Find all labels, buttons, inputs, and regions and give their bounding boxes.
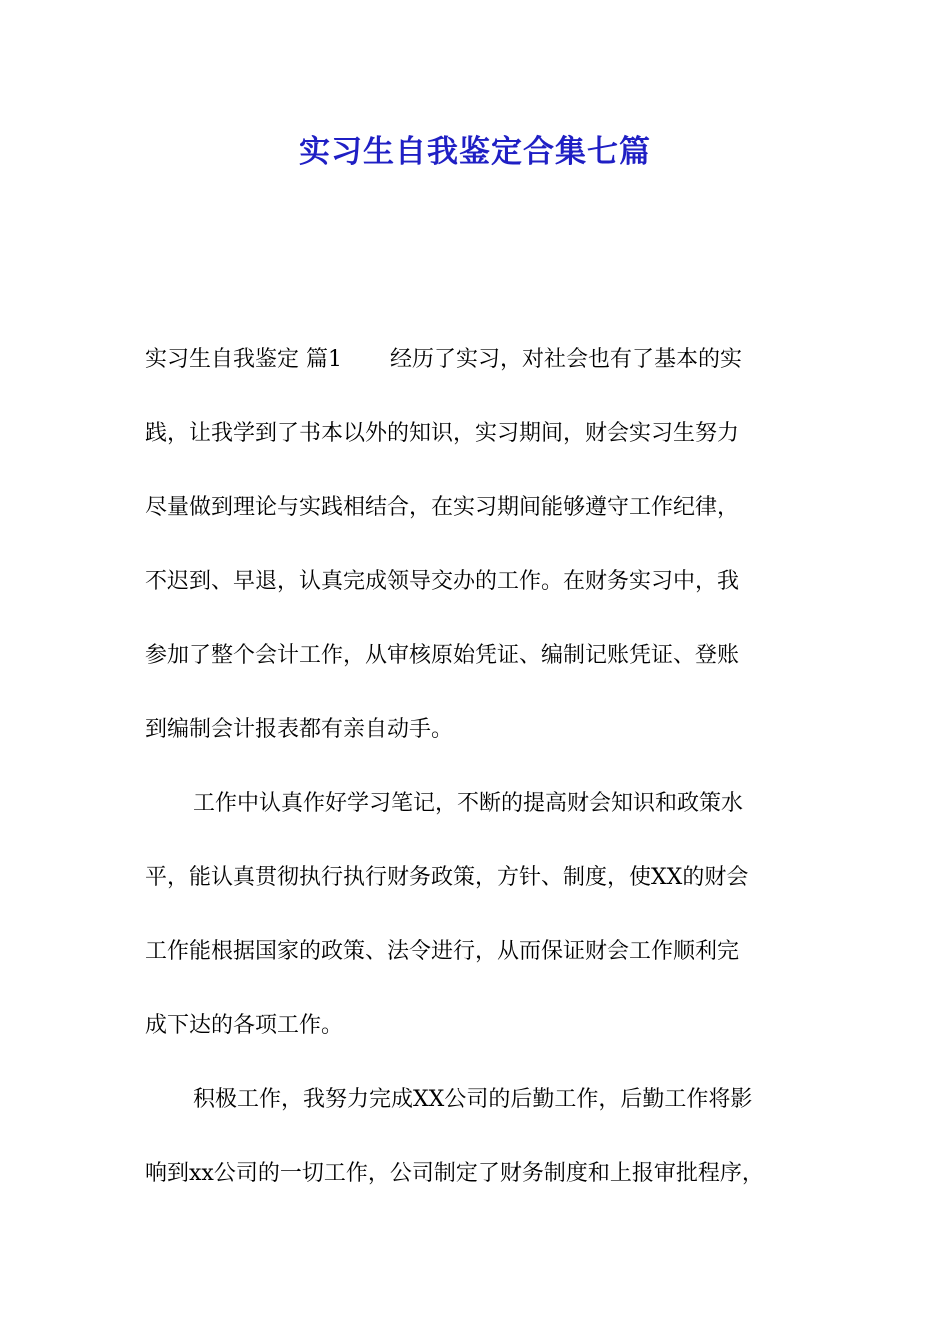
text-line	[145, 854, 810, 928]
text-segment: 参加了整个会计工作，从审核原始凭证、编制记账凭证、登账	[145, 643, 740, 668]
text-line	[145, 928, 810, 1002]
text-line	[145, 558, 810, 632]
text-segment: 工作能根据国家的政策、法令进行，从而保证财会工作顺利完	[145, 939, 740, 964]
text-segment: 实习生自我鉴定 篇1	[145, 347, 342, 372]
text-line	[145, 336, 810, 410]
text-segment: 工作中认真作好学习笔记，不断的提高财会知识和政策水	[193, 791, 744, 816]
text-segment: 尽量做到理论与实践相结合，在实习期间能够遵守工作纪律，	[145, 495, 740, 520]
text-line	[145, 1150, 810, 1224]
text-line	[145, 1002, 810, 1076]
text-line	[145, 706, 810, 780]
text-segment: 到编制会计报表都有亲自动手。	[145, 717, 454, 742]
document-body	[145, 336, 810, 1224]
text-line	[145, 410, 810, 484]
text-segment: 积极工作，我努力完成XX公司的后勤工作，后勤工作将影	[193, 1087, 753, 1112]
text-line	[145, 1076, 810, 1150]
text-segment: 响到xx公司的一切工作，公司制定了财务制度和上报审批程序，	[145, 1161, 764, 1186]
text-line	[145, 780, 810, 854]
text-segment: 平，能认真贯彻执行执行财务政策，方针、制度，使XX的财会	[145, 865, 749, 890]
text-line	[145, 484, 810, 558]
text-line	[145, 632, 810, 706]
text-segment: 成下达的各项工作。	[145, 1013, 344, 1038]
text-segment: 践，让我学到了书本以外的知识，实习期间，财会实习生努力	[145, 421, 740, 446]
text-segment: 经历了实习，对社会也有了基本的实	[390, 347, 743, 372]
document-title: 实习生自我鉴定合集七篇	[299, 134, 651, 170]
text-segment: 不迟到、早退，认真完成领导交办的工作。在财务实习中，我	[145, 569, 740, 594]
